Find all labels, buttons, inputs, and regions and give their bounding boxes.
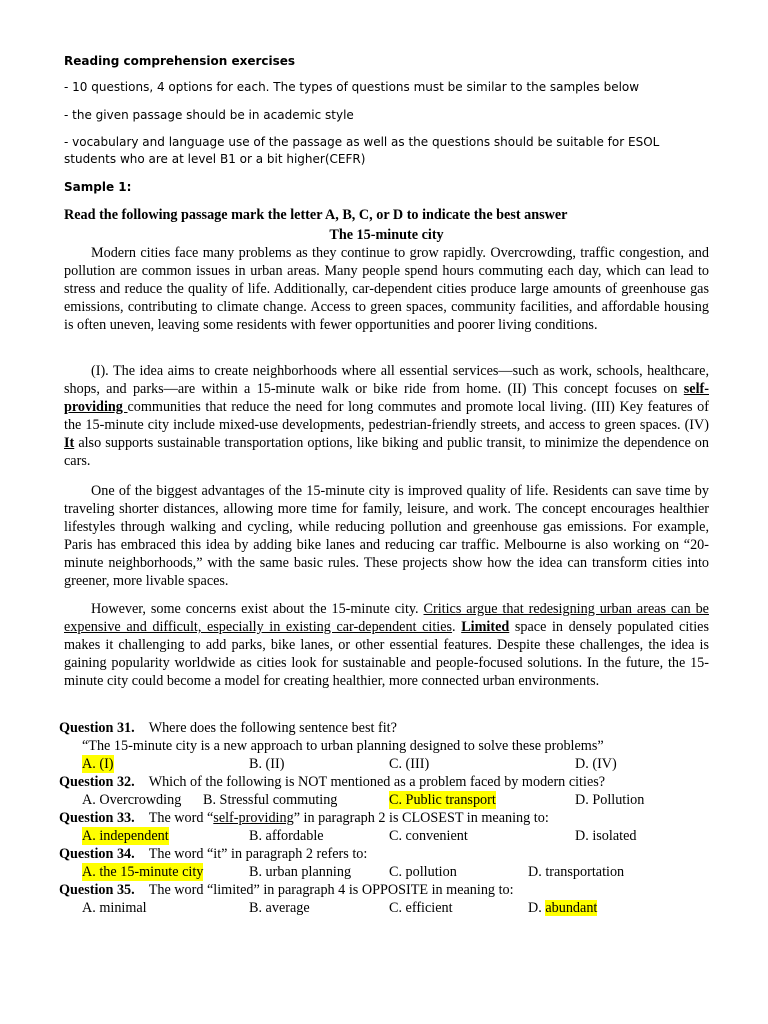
q33-option-a[interactable]: A. independent bbox=[82, 828, 169, 844]
question-text: The word “limited” in paragraph 4 is OPPOSITE in meaning to: bbox=[148, 882, 514, 898]
q33-option-b[interactable]: B. affordable bbox=[249, 828, 324, 844]
word-it: It bbox=[64, 435, 75, 451]
q34-option-a[interactable]: A. the 15-minute city bbox=[82, 864, 204, 880]
paragraph-4-part-a: However, some concerns exist about the 15-minute city. bbox=[91, 601, 424, 617]
q35-option-c[interactable]: C. efficient bbox=[389, 900, 453, 916]
paragraph-4-part-c: . bbox=[452, 619, 462, 635]
question-31-quote: “The 15-minute city is a new approach to urban planning designed to solve these problems” bbox=[82, 738, 604, 754]
word-limited: Limited bbox=[461, 619, 510, 635]
paragraph-2-part-e: also supports sustainable transportation options, like biking and public transit, to minimize the dependence on cars. bbox=[64, 435, 709, 469]
paragraph-4-part-e: space in densely populated cities makes it challenging to add parks, bike lanes, or other essential features. Despite these challenges, the idea is gaining popularity worldwide as cities look for sustainable and people-focused solutions. In the future, the 15-minute city could become a model for creating healthier, more connected urban environments. bbox=[64, 619, 709, 689]
q31-option-d[interactable]: D. (IV) bbox=[575, 756, 617, 772]
question-label: Question 31. bbox=[59, 720, 135, 736]
q35-option-d-word: abundant bbox=[545, 900, 598, 916]
sample-label: Sample 1: bbox=[64, 180, 132, 194]
q32-option-b[interactable]: B. Stressful commuting bbox=[203, 792, 338, 808]
question-text-c: ” in paragraph 2 is CLOSEST in meaning to: bbox=[293, 810, 549, 826]
q32-option-c[interactable]: C. Public transport bbox=[389, 792, 496, 808]
question-text-a: The word “ bbox=[148, 810, 214, 826]
question-label: Question 34. bbox=[59, 846, 135, 862]
intro-line-1: - 10 questions, 4 options for each. The types of questions must be similar to the samples below bbox=[64, 80, 640, 94]
passage-title: The 15-minute city bbox=[329, 227, 444, 243]
question-label: Question 35. bbox=[59, 882, 135, 898]
q33-option-d[interactable]: D. isolated bbox=[575, 828, 637, 844]
question-35 bbox=[59, 881, 514, 899]
intro-line-3: - vocabulary and language use of the passage as well as the questions should be suitable for ESOL students who are at level B1 or a bit higher(CEFR) bbox=[64, 135, 660, 166]
q33-option-c[interactable]: C. convenient bbox=[389, 828, 468, 844]
question-text: Which of the following is NOT mentioned as a problem faced by modern cities? bbox=[148, 774, 606, 790]
intro-heading: Reading comprehension exercises bbox=[64, 54, 296, 68]
q35-option-d[interactable] bbox=[528, 899, 597, 917]
question-31 bbox=[59, 719, 397, 737]
question-label: Question 32. bbox=[59, 774, 135, 790]
paragraph-2-part-a: (I). The idea aims to create neighborhoods where all essential services—such as work, schools, healthcare, shops, and parks—are within a 15-minute walk or bike ride from home. (II) This concept focuses on bbox=[64, 363, 709, 397]
q34-option-d[interactable]: D. transportation bbox=[528, 864, 625, 880]
q32-option-a[interactable]: A. Overcrowding bbox=[82, 792, 182, 808]
q35-option-b[interactable]: B. average bbox=[249, 900, 310, 916]
q35-option-a[interactable]: A. minimal bbox=[82, 900, 147, 916]
question-label: Question 33. bbox=[59, 810, 135, 826]
q34-option-c[interactable]: C. pollution bbox=[389, 864, 457, 880]
q31-option-b[interactable]: B. (II) bbox=[249, 756, 285, 772]
instruction: Read the following passage mark the letter A, B, C, or D to indicate the best answer bbox=[64, 207, 568, 223]
intro-line-2: - the given passage should be in academic style bbox=[64, 108, 354, 122]
paragraph-4 bbox=[64, 600, 709, 690]
q32-option-d[interactable]: D. Pollution bbox=[575, 792, 645, 808]
q35-option-d-letter: D. bbox=[528, 900, 546, 916]
question-32 bbox=[59, 773, 605, 791]
paragraph-2 bbox=[64, 362, 709, 470]
question-34 bbox=[59, 845, 367, 863]
paragraph-2-part-c: communities that reduce the need for long commutes and promote local living. (III) Key features of the 15-minute city include mixed-use developments, pedestrian-friendly streets, and access to green spaces. (IV) bbox=[64, 399, 709, 433]
paragraph-1: Modern cities face many problems as they continue to grow rapidly. Overcrowding, traffic congestion, and pollution are common issues in urban areas. Many people spend hours commuting each day, which can lead to stress and reduce the quality of life. Additionally, car-dependent cities produce large amounts of greenhouse gas emissions, contributing to climate change. Access to green spaces, community facilities, and affordable housing is often uneven, leaving some residents with fewer opportunities and poorer living conditions. bbox=[64, 245, 709, 333]
question-keyword: self-providing bbox=[213, 810, 294, 826]
question-33 bbox=[59, 809, 549, 827]
critics-sentence: Critics argue that redesigning urban areas can be expensive and difficult, especially in existing car-dependent cities bbox=[64, 601, 709, 635]
q31-option-a[interactable]: A. (I) bbox=[82, 756, 114, 772]
word-self-providing: self-providing bbox=[64, 381, 709, 415]
paragraph-3: One of the biggest advantages of the 15-minute city is improved quality of life. Residents can save time by traveling shorter distances, allowing more time for family, leisure, and work. The concept encourages healthier lifestyles through walking and cycling, while reducing pollution and greenhouse gas emissions. For example, Paris has embraced this idea by adding bike lanes and reducing car traffic. Melbourne is also working on “20-minute neighborhoods,” with the same basic rules. These projects show how the idea can transform cities into greener, more livable spaces. bbox=[64, 483, 709, 589]
question-text: Where does the following sentence best fit? bbox=[148, 720, 397, 736]
q31-option-c[interactable]: C. (III) bbox=[389, 756, 430, 772]
q34-option-b[interactable]: B. urban planning bbox=[249, 864, 352, 880]
question-text: The word “it” in paragraph 2 refers to: bbox=[148, 846, 368, 862]
